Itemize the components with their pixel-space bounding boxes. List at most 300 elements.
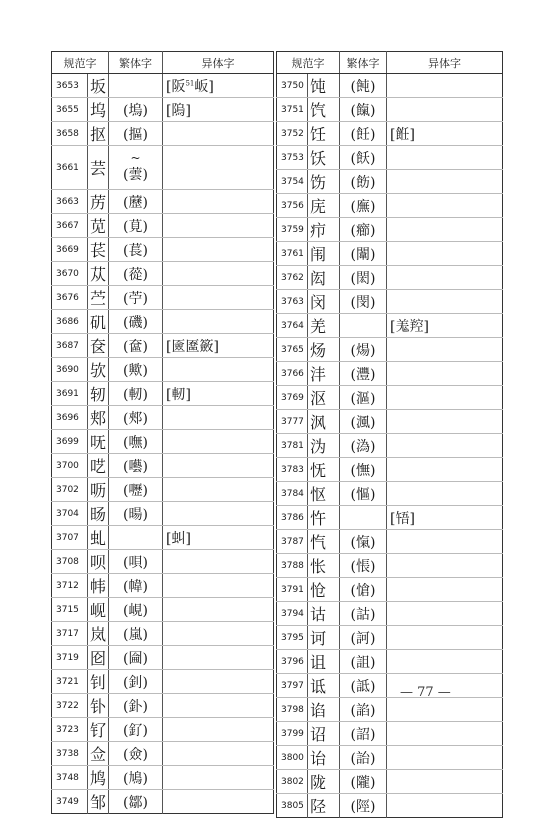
traditional-char: (陘) (340, 794, 387, 818)
traditional-char: (廡) (340, 194, 387, 218)
header-traditional: 繁体字 (340, 52, 387, 74)
entry-number: 3777 (277, 410, 308, 434)
traditional-char: (悵) (340, 554, 387, 578)
standard-char: 轫 (88, 382, 109, 406)
header-standard: 规范字 (277, 52, 340, 74)
entry-number: 3712 (52, 574, 88, 598)
variant-chars (387, 362, 503, 386)
traditional-char: (奩) (109, 334, 163, 358)
standard-char: 呓 (88, 454, 109, 478)
traditional-char: (郟) (109, 406, 163, 430)
table-row (277, 554, 503, 578)
variant-chars (163, 670, 274, 694)
variant-chars (387, 770, 503, 794)
variant-chars (387, 434, 503, 458)
entry-number: 3670 (52, 262, 88, 286)
traditional-char: (諂) (340, 698, 387, 722)
traditional-char: (軔) (109, 382, 163, 406)
entry-number: 3655 (52, 98, 88, 122)
variant-chars (163, 646, 274, 670)
entry-number: 3707 (52, 526, 88, 550)
table-row (277, 794, 503, 818)
variant-chars (163, 574, 274, 598)
header-standard: 规范字 (52, 52, 109, 74)
standard-char: 怅 (308, 554, 340, 578)
variant-chars (387, 650, 503, 674)
traditional-char: (唄) (109, 550, 163, 574)
standard-char: 苈 (88, 190, 109, 214)
entry-number: 3764 (277, 314, 308, 338)
table-row (277, 698, 503, 722)
standard-char: 诏 (308, 722, 340, 746)
traditional-char: (餼) (340, 98, 387, 122)
traditional-char: (磯) (109, 310, 163, 334)
table-row (277, 290, 503, 314)
entry-number: 3696 (52, 406, 88, 430)
traditional-char: (萇) (109, 238, 163, 262)
table-row (52, 146, 274, 190)
entry-number: 3796 (277, 650, 308, 674)
table-row (277, 74, 503, 98)
traditional-char: (嵐) (109, 622, 163, 646)
entry-number: 3765 (277, 338, 308, 362)
standard-char: 沩 (308, 434, 340, 458)
right-table-body (277, 74, 503, 818)
variant-chars (163, 598, 274, 622)
table-row (277, 362, 503, 386)
table-row (52, 598, 274, 622)
entry-number: 3800 (277, 746, 308, 770)
standard-char: 钌 (88, 718, 109, 742)
entry-number: 3700 (52, 454, 88, 478)
variant-chars (163, 718, 274, 742)
variant-chars (387, 170, 503, 194)
entry-number: 3783 (277, 458, 308, 482)
standard-char: 怄 (308, 482, 340, 506)
variant-chars (387, 290, 503, 314)
variant-chars (163, 790, 274, 814)
entry-number: 3756 (277, 194, 308, 218)
variant-chars (163, 622, 274, 646)
entry-number: 3788 (277, 554, 308, 578)
table-row (277, 722, 503, 746)
table-row (277, 482, 503, 506)
traditional-char: (閎) (340, 266, 387, 290)
entry-number: 3784 (277, 482, 308, 506)
traditional-char: (峴) (109, 598, 163, 622)
table-row (277, 530, 503, 554)
entry-number: 3761 (277, 242, 308, 266)
variant-chars (163, 478, 274, 502)
standard-char: 饫 (308, 146, 340, 170)
entry-number: 3702 (52, 478, 88, 502)
traditional-char: (摳) (109, 122, 163, 146)
right-table (276, 51, 503, 818)
variant-chars (163, 454, 274, 478)
right-header-row (277, 52, 503, 74)
table-row (277, 410, 503, 434)
table-row (277, 242, 503, 266)
standard-char: 疖 (308, 218, 340, 242)
standard-char: 诋 (308, 674, 340, 698)
traditional-char: (嘸) (109, 430, 163, 454)
table-row (277, 98, 503, 122)
traditional-char: (闈) (340, 242, 387, 266)
table-row (52, 214, 274, 238)
variant-chars (387, 722, 503, 746)
entry-number: 3691 (52, 382, 88, 406)
standard-char: 坞 (88, 98, 109, 122)
header-variant: 异体字 (163, 52, 274, 74)
traditional-char: (訶) (340, 626, 387, 650)
table-row (52, 190, 274, 214)
entry-number: 3687 (52, 334, 88, 358)
standard-char: 郏 (88, 406, 109, 430)
table-row (277, 314, 503, 338)
standard-char: 诃 (308, 626, 340, 650)
variant-chars: [隖] (163, 98, 274, 122)
table-row (52, 334, 274, 358)
variant-chars: [虯] (163, 526, 274, 550)
standard-char: 邹 (88, 790, 109, 814)
standard-char: 沤 (308, 386, 340, 410)
standard-char: 忤 (308, 506, 340, 530)
standard-char: 沨 (308, 410, 340, 434)
table-row (277, 770, 503, 794)
variant-chars (387, 602, 503, 626)
table-row (52, 74, 274, 98)
table-row (277, 386, 503, 410)
variant-chars (163, 190, 274, 214)
standard-char: 呒 (88, 430, 109, 454)
entry-number: 3781 (277, 434, 308, 458)
table-row (277, 146, 503, 170)
table-row (277, 338, 503, 362)
traditional-char: (釗) (109, 670, 163, 694)
traditional-char: (囈) (109, 454, 163, 478)
standard-char: 苋 (88, 214, 109, 238)
variant-chars (387, 194, 503, 218)
variant-chars (387, 458, 503, 482)
variant-chars: [羗羫] (387, 314, 503, 338)
table-row (277, 506, 503, 530)
standard-char: 欤 (88, 358, 109, 382)
entry-number: 3769 (277, 386, 308, 410)
table-row (52, 766, 274, 790)
variant-chars (163, 358, 274, 382)
standard-char: 抠 (88, 122, 109, 146)
entry-number: 3704 (52, 502, 88, 526)
header-traditional: 繁体字 (109, 52, 163, 74)
table-row (52, 526, 274, 550)
table-row (277, 194, 503, 218)
variant-chars (387, 410, 503, 434)
table-row (277, 122, 503, 146)
standard-char: 怃 (308, 458, 340, 482)
table-row (52, 670, 274, 694)
variant-chars (387, 266, 503, 290)
variant-chars (163, 406, 274, 430)
traditional-char: (釕) (109, 718, 163, 742)
entry-number: 3723 (52, 718, 88, 742)
traditional-char: (渢) (340, 410, 387, 434)
table-row (277, 170, 503, 194)
table-row (52, 262, 274, 286)
table-row (52, 622, 274, 646)
variant-chars (387, 530, 503, 554)
traditional-char: (隴) (340, 770, 387, 794)
standard-char: 闱 (308, 242, 340, 266)
traditional-char: (鳩) (109, 766, 163, 790)
traditional-char: (煬) (340, 338, 387, 362)
standard-char: 呗 (88, 550, 109, 574)
standard-char: 羌 (308, 314, 340, 338)
variant-chars (387, 482, 503, 506)
variant-main: [阪 (166, 78, 186, 95)
traditional-char: (詁) (340, 602, 387, 626)
traditional-char: (僉) (109, 742, 163, 766)
table-row (52, 238, 274, 262)
entry-number: 3686 (52, 310, 88, 334)
traditional-char: (飪) (340, 122, 387, 146)
variant-chars (163, 742, 274, 766)
standard-char: 苎 (88, 286, 109, 310)
entry-number: 3690 (52, 358, 88, 382)
standard-char: 诅 (308, 650, 340, 674)
entry-number: 3754 (277, 170, 308, 194)
table-row (277, 626, 503, 650)
variant-chars: [軔] (163, 382, 274, 406)
entry-number: 3805 (277, 794, 308, 818)
entry-number: 3752 (277, 122, 308, 146)
traditional-char: (釙) (109, 694, 163, 718)
standard-char: 佥 (88, 742, 109, 766)
standard-char: 芸 (88, 146, 109, 190)
standard-char: 呖 (88, 478, 109, 502)
entry-number: 3676 (52, 286, 88, 310)
variant-chars (163, 262, 274, 286)
variant-chars (387, 746, 503, 770)
entry-number: 3798 (277, 698, 308, 722)
traditional-char: (飩) (340, 74, 387, 98)
traditional-char: (圇) (109, 646, 163, 670)
variant-chars (163, 502, 274, 526)
table-row (277, 458, 503, 482)
standard-char: 忾 (308, 530, 340, 554)
table-row (277, 746, 503, 770)
header-variant: 异体字 (387, 52, 503, 74)
variant-chars (387, 146, 503, 170)
standard-char: 鸠 (88, 766, 109, 790)
standard-char: 岚 (88, 622, 109, 646)
traditional-char: (嚦) (109, 478, 163, 502)
variant-chars (387, 98, 503, 122)
standard-char: 虬 (88, 526, 109, 550)
entry-number: 3763 (277, 290, 308, 314)
page-number: — 77 — (400, 685, 451, 700)
table-row (52, 430, 274, 454)
table-row (52, 574, 274, 598)
standard-char: 苌 (88, 238, 109, 262)
traditional-char (109, 526, 163, 550)
standard-char: 饬 (308, 170, 340, 194)
traditional-char: (蓯) (109, 262, 163, 286)
table-row (52, 694, 274, 718)
variant-chars (163, 74, 274, 98)
entry-number: 3794 (277, 602, 308, 626)
traditional-char: (莧) (109, 214, 163, 238)
traditional-char: (詆) (340, 674, 387, 698)
traditional-char: (塢) (109, 98, 163, 122)
standard-char: 沣 (308, 362, 340, 386)
traditional-char (340, 506, 387, 530)
entry-number: 3802 (277, 770, 308, 794)
entry-number: 3663 (52, 190, 88, 214)
variant-chars (387, 218, 503, 242)
traditional-char: (飭) (340, 170, 387, 194)
standard-char: 饪 (308, 122, 340, 146)
entry-number: 3799 (277, 722, 308, 746)
standard-char: 坂 (88, 74, 109, 98)
standard-char: 饨 (308, 74, 340, 98)
traditional-char: (愾) (340, 530, 387, 554)
entry-number: 3749 (52, 790, 88, 814)
table-row (277, 434, 503, 458)
entry-number: 3708 (52, 550, 88, 574)
variant-chars (163, 214, 274, 238)
variant-superscript: 51 (185, 78, 195, 87)
variant-chars (163, 310, 274, 334)
table-row (52, 310, 274, 334)
variant-chars (163, 146, 274, 190)
left-header-row (52, 52, 274, 74)
entry-number: 3748 (52, 766, 88, 790)
variant-chars (387, 338, 503, 362)
standard-char: 钊 (88, 670, 109, 694)
standard-char: 庑 (308, 194, 340, 218)
traditional-char: (飫) (340, 146, 387, 170)
variant-chars (163, 122, 274, 146)
traditional-char: (暘) (109, 502, 163, 526)
traditional-char: (灃) (340, 362, 387, 386)
standard-char: 诂 (308, 602, 340, 626)
standard-char: 陉 (308, 794, 340, 818)
variant-chars (387, 794, 503, 818)
table-row (52, 478, 274, 502)
variant-chars (163, 238, 274, 262)
traditional-char: (藶) (109, 190, 163, 214)
table-row (52, 122, 274, 146)
table-row (52, 98, 274, 122)
traditional-char: (溈) (340, 434, 387, 458)
entry-number: 3717 (52, 622, 88, 646)
standard-char: 陇 (308, 770, 340, 794)
entry-number: 3766 (277, 362, 308, 386)
variant-chars (387, 626, 503, 650)
entry-number: 3719 (52, 646, 88, 670)
standard-char: 炀 (308, 338, 340, 362)
standard-char: 诒 (308, 746, 340, 770)
traditional-char: (閔) (340, 290, 387, 314)
entry-number: 3759 (277, 218, 308, 242)
traditional-char: (鄒) (109, 790, 163, 814)
variant-chars (163, 430, 274, 454)
table-row (52, 454, 274, 478)
standard-char: 苁 (88, 262, 109, 286)
entry-number: 3738 (52, 742, 88, 766)
traditional-char (109, 146, 163, 190)
table-row (277, 218, 503, 242)
variant-chars (163, 766, 274, 790)
standard-char: 矶 (88, 310, 109, 334)
variant-chars: [餁] (387, 122, 503, 146)
variant-chars (387, 698, 503, 722)
entry-number: 3661 (52, 146, 88, 190)
entry-number: 3762 (277, 266, 308, 290)
table-row (277, 578, 503, 602)
table-row (277, 266, 503, 290)
entry-number: 3667 (52, 214, 88, 238)
variant-tail: 岅] (194, 78, 214, 95)
table-row (52, 406, 274, 430)
entry-number: 3750 (277, 74, 308, 98)
standard-char: 谄 (308, 698, 340, 722)
standard-char: 旸 (88, 502, 109, 526)
table-row (52, 286, 274, 310)
table-row (52, 382, 274, 406)
standard-char: 饩 (308, 98, 340, 122)
entry-number: 3658 (52, 122, 88, 146)
variant-chars (387, 554, 503, 578)
left-table (51, 51, 274, 814)
standard-char: 钋 (88, 694, 109, 718)
traditional-char: (苧) (109, 286, 163, 310)
variant-chars (163, 286, 274, 310)
entry-number: 3753 (277, 146, 308, 170)
traditional-char: (詒) (340, 746, 387, 770)
entry-number: 3715 (52, 598, 88, 622)
traditional-char: (憮) (340, 458, 387, 482)
standard-char: 闵 (308, 290, 340, 314)
traditional-char: (詛) (340, 650, 387, 674)
entry-number: 3786 (277, 506, 308, 530)
entry-number: 3722 (52, 694, 88, 718)
variant-chars (387, 74, 503, 98)
traditional-char: (慪) (340, 482, 387, 506)
entry-number: 3795 (277, 626, 308, 650)
tilde-mark: ~ (130, 150, 141, 165)
entry-number: 3721 (52, 670, 88, 694)
entry-number: 3797 (277, 674, 308, 698)
table-row (52, 358, 274, 382)
traditional-char: (漚) (340, 386, 387, 410)
traditional-char (340, 314, 387, 338)
variant-chars (163, 694, 274, 718)
standard-char: 闳 (308, 266, 340, 290)
traditional-char (109, 74, 163, 98)
traditional-char: (幃) (109, 574, 163, 598)
standard-char: 囵 (88, 646, 109, 670)
left-table-body (52, 74, 274, 814)
standard-char: 奁 (88, 334, 109, 358)
table-row (52, 790, 274, 814)
standard-char: 帏 (88, 574, 109, 598)
traditional-char: (愴) (340, 578, 387, 602)
traditional-char: (詔) (340, 722, 387, 746)
table-row (52, 550, 274, 574)
table-row (52, 718, 274, 742)
table-row (277, 674, 503, 698)
